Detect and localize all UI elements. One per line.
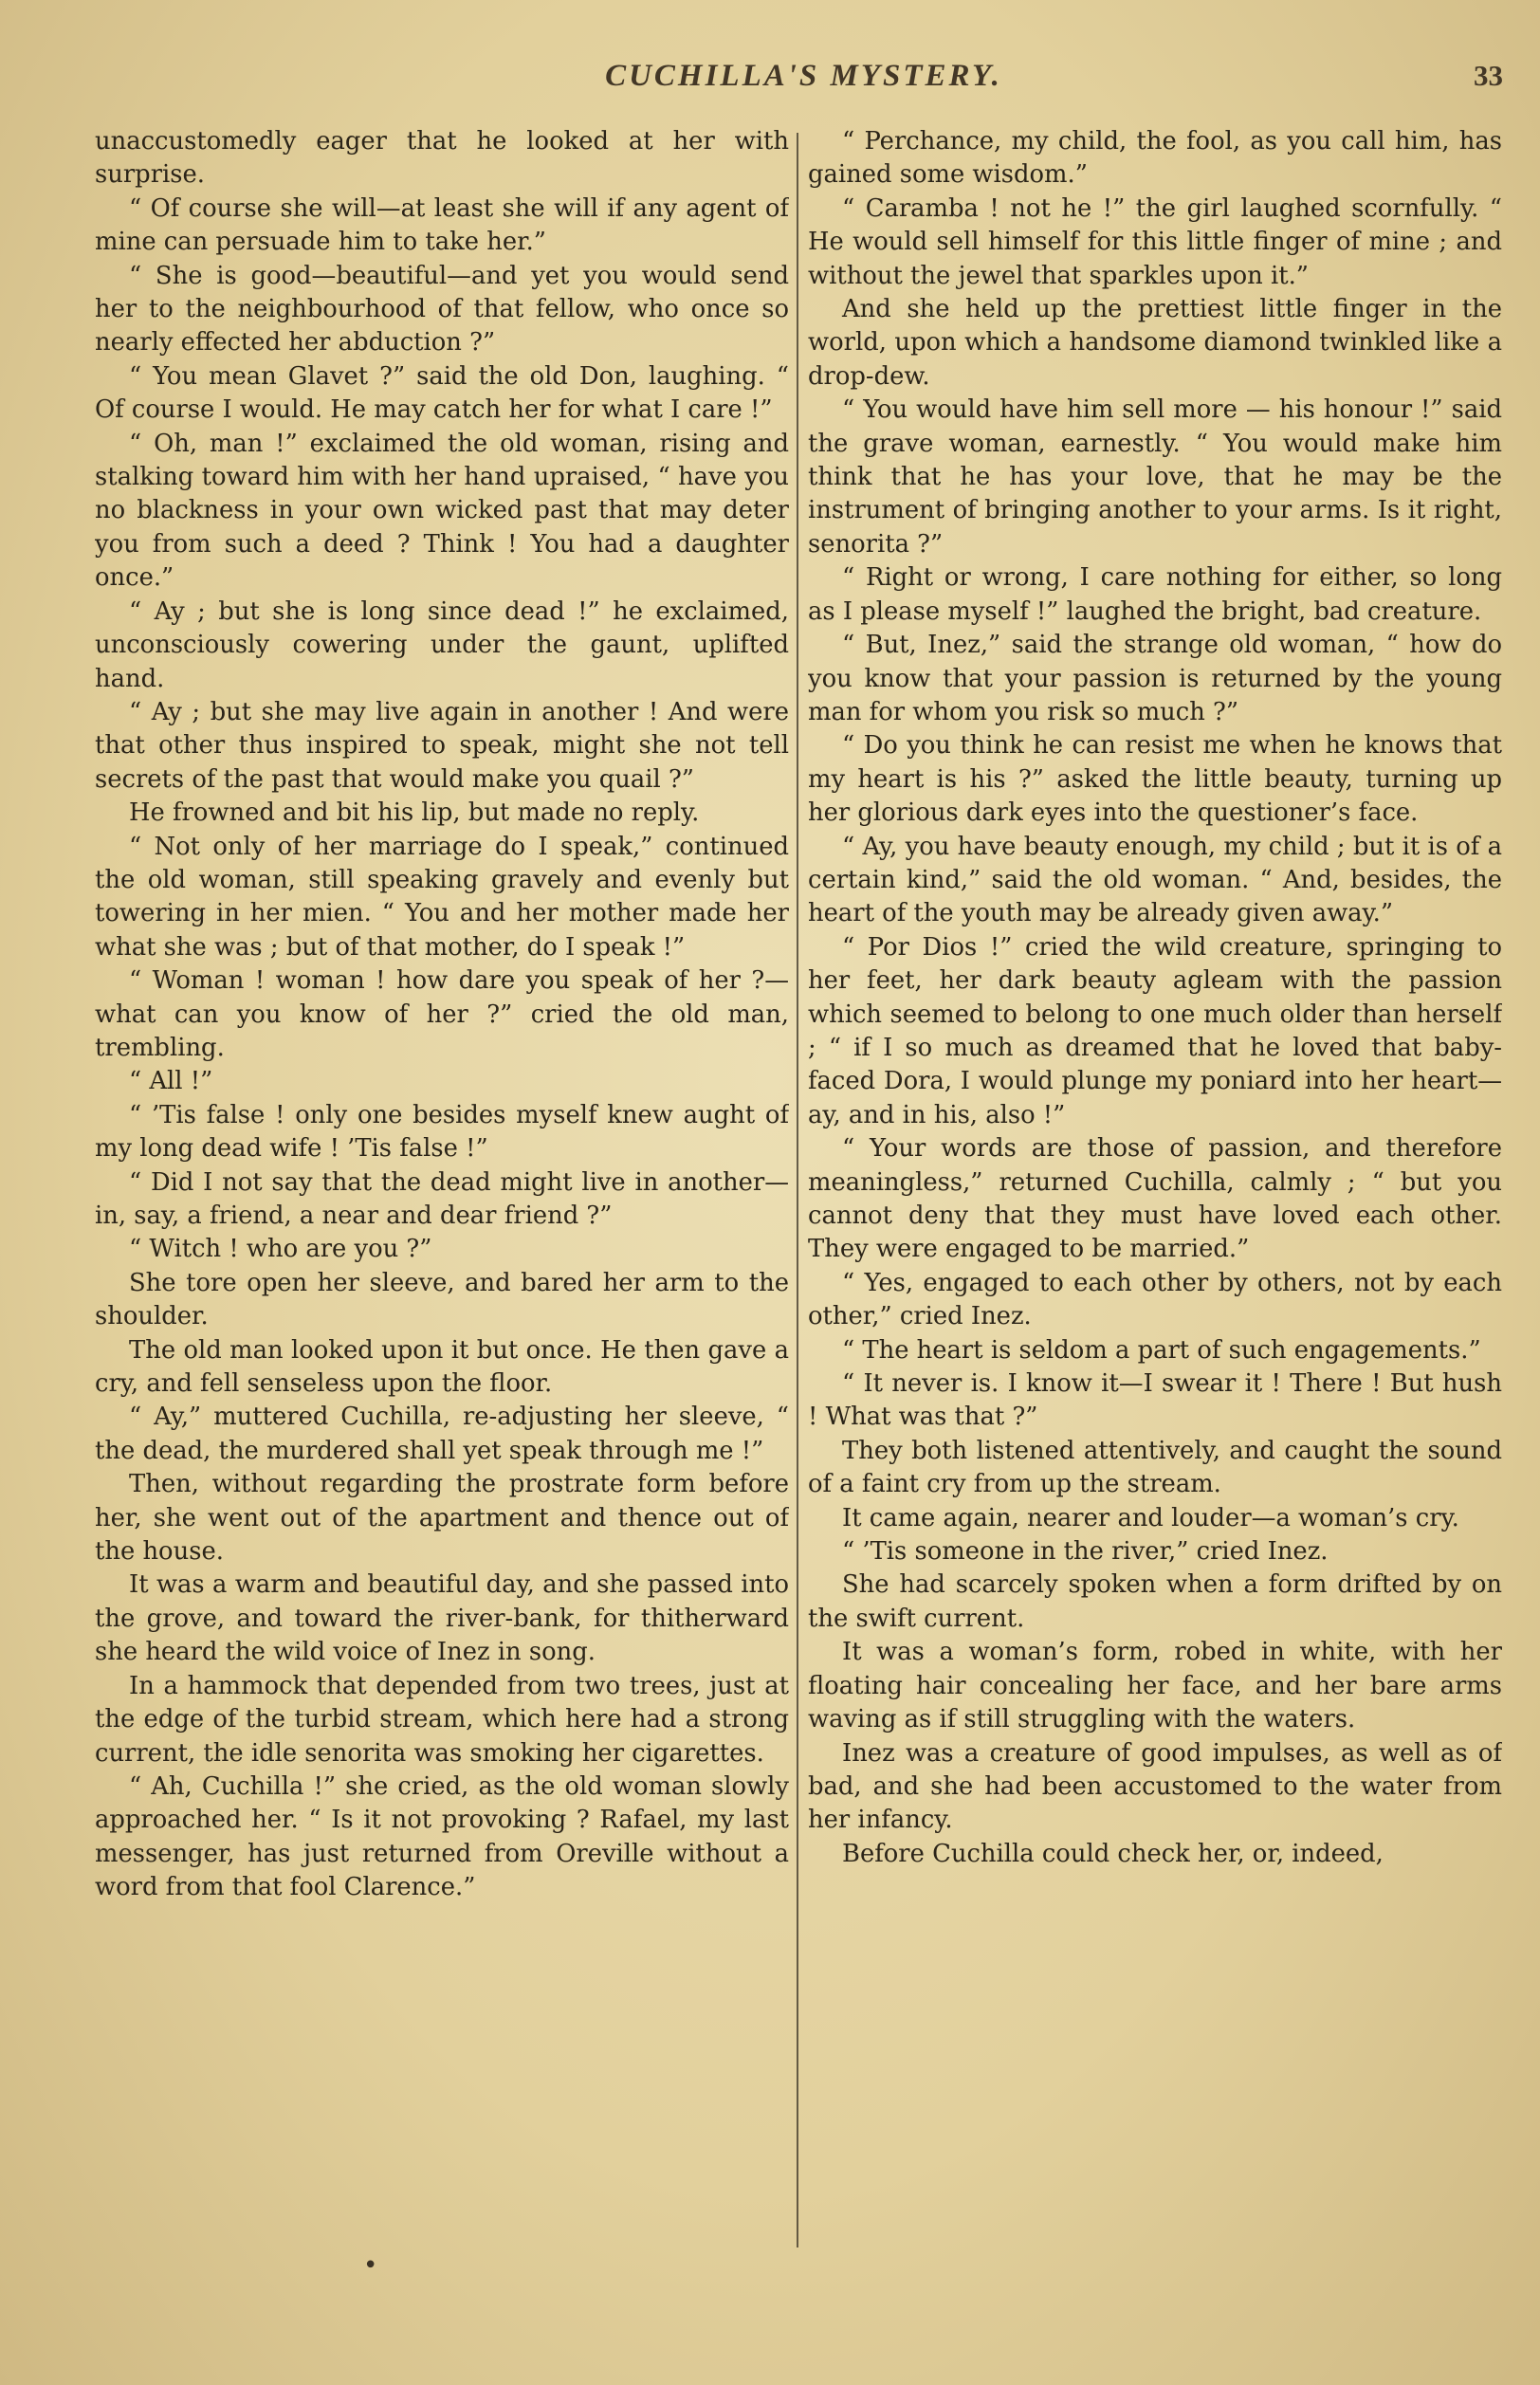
paragraph: And she held up the prettiest little finger in the world, upon which a handsome diamond twinkled like a drop-dew. <box>808 295 1502 391</box>
paragraph: They both listened attentively, and caught the sound of a faint cry from up the stream. <box>808 1436 1502 1499</box>
paragraph: It was a woman’s form, robed in white, with her floating hair concealing her face, and her bare arms waving as if still struggling with the waters. <box>808 1638 1502 1734</box>
paragraph: She had scarcely spoken when a form drifted by on the swift current. <box>808 1570 1502 1633</box>
paragraph: “ It never is. I know it—I swear it ! There ! But hush ! What was that ?” <box>808 1369 1502 1432</box>
paragraph: He frowned and bit his lip, but made no reply. <box>129 798 700 828</box>
paragraph: The old man looked upon it but once. He then gave a cry, and fell senseless upon the floor. <box>95 1335 789 1399</box>
paragraph: “ Ay,” muttered Cuchilla, re-adjusting her sleeve, “ the dead, the murdered shall yet speak through me !” <box>95 1403 789 1465</box>
paragraph: “ Do you think he can resist me when he knows that my heart is his ?” asked the little beauty, turning up her glorious dark eyes into the questioner’s face. <box>808 731 1502 828</box>
paragraph: “ Woman ! woman ! how dare you speak of her ?—what can you know of her ?” cried the old man, trembling. <box>95 966 789 1062</box>
paragraph: “ Ay ; but she is long since dead !” he exclaimed, unconsciously cowering under the gaunt, uplifted hand. <box>95 596 789 693</box>
paragraph: “ Did I not say that the dead might live in another—in, say, a friend, a near and dear friend ?” <box>95 1167 789 1230</box>
running-title: CUCHILLA'S MYSTERY. <box>605 59 1002 93</box>
paragraph: “ You would have him sell more — his honour !” said the grave woman, earnestly. “ You would make him think that he has your love, that he may be the instrument of bringing another to your arms. Is it right, senorita ?” <box>808 395 1502 559</box>
paragraph: “ Ah, Cuchilla !” she cried, as the old woman slowly approached her. “ Is it not provoking ? Rafael, my last messenger, has just returned from Oreville without a word from that fool Clarence.” <box>95 1771 789 1902</box>
left-column <box>95 125 789 2240</box>
paragraph: “ You mean Glavet ?” said the old Don, laughing. “ Of course I would. He may catch her for what I care !” <box>95 361 789 425</box>
paragraph: unaccustomedly eager that he looked at her with surprise. <box>95 127 789 190</box>
paragraph: “ Perchance, my child, the fool, as you call him, has gained some wisdom.” <box>808 127 1502 190</box>
paragraph: “ Not only of her marriage do I speak,” continued the old woman, still speaking gravely and evenly but towering in her mien. “ You and her mother made her what she was ; but of that mother, do I speak !” <box>95 832 789 962</box>
page-header <box>95 59 1512 104</box>
paragraph: “ ’Tis false ! only one besides myself knew aught of my long dead wife ! ’Tis false !” <box>95 1100 789 1164</box>
paragraph: “ Oh, man !” exclaimed the old woman, rising and stalking toward him with her hand upraised, “ have you no blackness in your own wicked past that may deter you from such a deed ? Think ! You had a daughter once.” <box>95 429 789 593</box>
paragraph: “ All !” <box>129 1067 213 1096</box>
paragraph: “ Yes, engaged to each other by others, not by each other,” cried Inez. <box>808 1268 1502 1331</box>
paragraph: “ ’Tis someone in the river,” cried Inez. <box>842 1537 1329 1567</box>
paragraph: “ Ay ; but she may live again in another ! And were that other thus inspired to speak, might she not tell secrets of the past that would make you quail ?” <box>95 697 789 794</box>
paragraph: In a hammock that depended from two trees, just at the edge of the turbid stream, which here had a strong current, the idle senorita was smoking her cigarettes. <box>95 1671 789 1768</box>
paragraph: “ Your words are those of passion, and therefore meaningless,” returned Cuchilla, calmly ; “ but you cannot deny that they must have loved each other. They were engaged to be married.” <box>808 1134 1502 1264</box>
paragraph: “ The heart is seldom a part of such engagements.” <box>842 1335 1481 1365</box>
page-number: 33 <box>1474 59 1503 92</box>
paragraph: Then, without regarding the prostrate form before her, she went out of the apartment and thence out of the house. <box>95 1470 789 1567</box>
footer-mark: • <box>363 2251 378 2280</box>
paragraph: “ Of course she will—at least she will if any agent of mine can persuade him to take her.” <box>95 193 789 257</box>
paragraph: “ Por Dios !” cried the wild creature, springing to her feet, her dark beauty agleam with the passion which seemed to belong to one much older than herself ; “ if I so much as dreamed that he loved that baby-faced Dora, I would plunge my poniard into her heart—ay, and in his, also !” <box>808 932 1502 1129</box>
paragraph: It was a warm and beautiful day, and she passed into the grove, and toward the river-bank, for thitherward she heard the wild voice of Inez in song. <box>95 1570 789 1667</box>
paragraph: “ Right or wrong, I care nothing for either, so long as I please myself !” laughed the bright, bad creature. <box>808 563 1502 626</box>
paragraph: “ She is good—beautiful—and yet you would send her to the neighbourhood of that fellow, who once so nearly effected her abduction ?” <box>95 261 789 358</box>
paragraph: Before Cuchilla could check her, or, indeed, <box>842 1839 1384 1868</box>
right-column <box>808 125 1502 2240</box>
paragraph: “ Witch ! who are you ?” <box>129 1235 432 1264</box>
column-divider <box>797 133 798 2247</box>
paragraph: It came again, nearer and louder—a woman’s cry. <box>842 1503 1459 1532</box>
paragraph: “ Caramba ! not he !” the girl laughed scornfully. “ He would sell himself for this little finger of mine ; and without the jewel that sparkles upon it.” <box>808 193 1502 290</box>
paragraph: “ But, Inez,” said the strange old woman, “ how do you know that your passion is returned by the young man for whom you risk so much ?” <box>808 631 1502 726</box>
paragraph: Inez was a creature of good impulses, as well as of bad, and she had been accustomed to the water from her infancy. <box>808 1738 1502 1835</box>
paragraph: “ Ay, you have beauty enough, my child ; but it is of a certain kind,” said the old woman. “ And, besides, the heart of the youth may be already given away.” <box>808 832 1502 928</box>
paragraph: She tore open her sleeve, and bared her arm to the shoulder. <box>95 1268 789 1331</box>
